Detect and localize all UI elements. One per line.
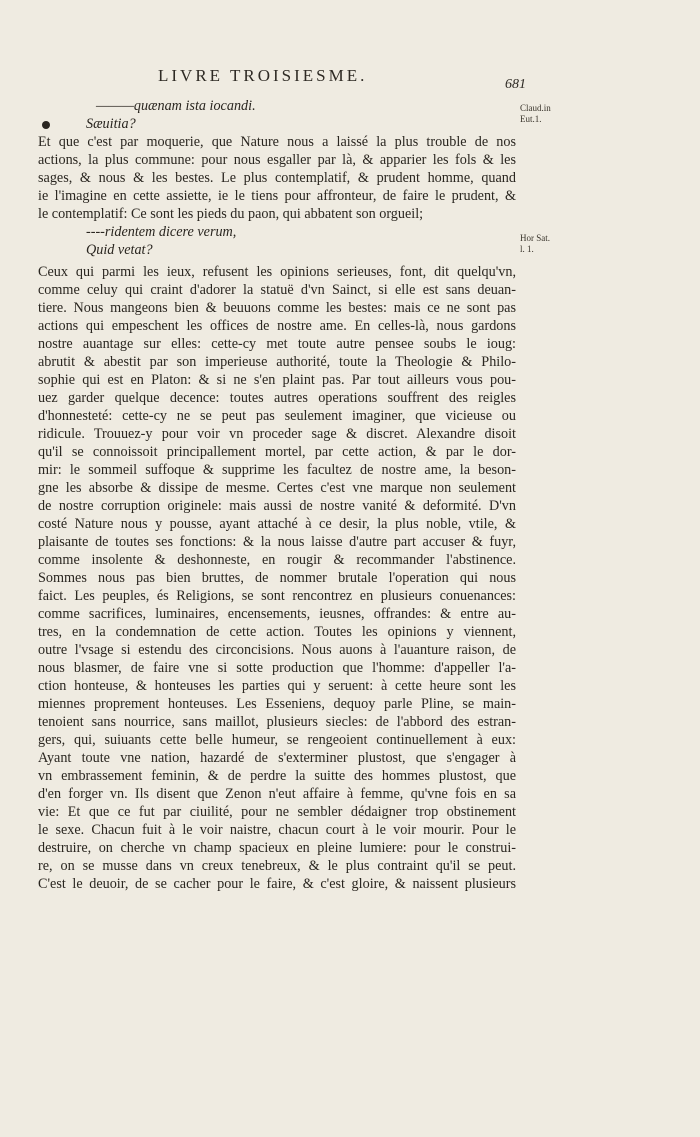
text-line: C'est le deuoir, de se cacher pour le faire, & c'est gloire, & naissent plusieurs: [38, 876, 516, 892]
text-line: plaisante de toutes ses fonctions: & la nous laisse d'autre part accuser & fuyr,: [38, 534, 516, 550]
text-line: uez garder quelque decence: toutes autres operations souffrent des reigles: [38, 390, 516, 406]
text-line: vn embrassement feminin, & de perdre la suitte des hommes plustost, que: [38, 768, 516, 784]
text-line: comme sacrifices, luminaires, encensements, ieusnes, offrandes: & entre au-: [38, 606, 516, 622]
text-line: mir: le sommeil suffoque & supprime les facultez de nostre ame, la beson-: [38, 462, 516, 478]
text-line: qu'il se connoissoit principallement mortel, par cette action, & par le dor-: [38, 444, 516, 460]
verse-line: ----ridentem dicere verum,: [86, 224, 237, 240]
text-line: tiere. Nous mangeons bien & beuuons comme les bestes: mais ce ne sont pas: [38, 300, 516, 316]
verse-line: ———quænam ista iocandi.: [96, 98, 256, 114]
text-line: comme insolente & deshonneste, en rougir & recommander l'abstinence.: [38, 552, 516, 568]
verse-line: Quid vetat?: [86, 242, 153, 258]
text-line: sages, & nous & les bestes. Le plus contemplatif, & prudent homme, quand: [38, 170, 516, 186]
text-line: ie l'imagine en cette assiette, ie le tiens pour affronteur, de faire le prudent, &: [38, 188, 516, 204]
text-line: tenoient sans nourrice, sans maillot, plusieurs siecles: de l'abbord des estran-: [38, 714, 516, 730]
text-line: re, on se musse dans vn creux tenebreux, & le plus contraint qu'il se peut.: [38, 858, 516, 874]
text-line: gers, qui, suiuants cette belle humeur, se rengeoient continuellement à eux:: [38, 732, 516, 748]
text-line: destruire, on cherche vn champ spacieux en pleine lumiere: pour le construi-: [38, 840, 516, 856]
text-line: Ayant toute vne nation, hazardé de s'exterminer plustost, que s'engager à: [38, 750, 516, 766]
margin-note-horace: [520, 233, 550, 255]
text-line: comme celuy qui craint d'adorer la statuë d'vn Sainct, si elle est sans deuan-: [38, 282, 516, 298]
text-line: d'honnesteté: cette-cy ne se peut pas seulement imaginer, que vicieuse ou: [38, 408, 516, 424]
text-line: sophie qui est en Platon: & si ne s'en plaint pas. Par tout ailleurs vous pou-: [38, 372, 516, 388]
text-line: vie: Et que ce fut par ciuilité, pour ne sembler dédaigner trop obstinement: [38, 804, 516, 820]
running-title: LIVRE TROISIESME.: [158, 66, 368, 85]
verse-line: [38, 115, 516, 133]
verse-text: Sæuitia?: [86, 116, 136, 132]
text-line: ridicule. Trouuez-y pour voir vn proceder sage & discret. Alexandre disoit: [38, 426, 516, 442]
text-line-last: le contemplatif: Ce sont les pieds du paon, qui abbatent son orgueil;: [38, 206, 424, 222]
text-line: Ceux qui parmi les ieux, refusent les opinions serieuses, font, dit quelqu'vn,: [38, 264, 516, 280]
text-line: nostre auantage sur elles: cette-cy met toute autre pensee soubs le ioug:: [38, 336, 516, 352]
text-block-main: [38, 263, 516, 893]
text-line: miennes proprement honteuses. Les Esseniens, dequoy parle Pline, se main-: [38, 696, 516, 712]
page-number: 681: [505, 77, 526, 92]
text-line: actions, la plus commune: pour nous esgaller par là, & apparier les fols & les: [38, 152, 516, 168]
text-block-top: [38, 97, 516, 259]
margin-note-line: Claud.in: [520, 103, 551, 113]
text-line: le sexe. Chacun fuit à le voir naistre, chacun court à le voir mourir. Pour le: [38, 822, 516, 838]
bullet-mark: [42, 121, 50, 129]
margin-note-line: Hor Sat.: [520, 233, 550, 243]
text-line: nous blasmer, de faire vne si sotte production que l'homme: d'appeller l'a-: [38, 660, 516, 676]
text-line: de nostre corruption originele: mais aussi de nostre vanité & deformité. D'vn: [38, 498, 516, 514]
text-line: costé Nature nous y pousse, ayant attaché à ce desir, la plus noble, vtile, &: [38, 516, 516, 532]
margin-note-claudian: [520, 103, 551, 125]
text-line: ction honteuse, & honteuses les parties qui y seruent: à cette heure sont les: [38, 678, 516, 694]
text-line: Et que c'est par moquerie, que Nature nous a laissé la plus trouble de nos: [38, 134, 516, 150]
text-line: abrutit & abestit par son imperieuse authorité, toute la Theologie & Philo-: [38, 354, 516, 370]
text-line: actions qui empeschent les offices de nostre ame. En celles-là, nous gardons: [38, 318, 516, 334]
text-line: gne les absorbe & dissipe de mesme. Certes c'est vne marque non seulement: [38, 480, 516, 496]
text-line: outre l'vsage si estendu des circoncisions. Nous auons à l'auanture raison, de: [38, 642, 516, 658]
text-line: Sommes nous pas bien bruttes, de nommer brutale l'operation qui nous: [38, 570, 516, 586]
text-line: faict. Les peuples, és Religions, se sont rencontrez en plusieurs conuenances:: [38, 588, 516, 604]
text-line: tres, en la condemnation de cette action. Toutes les opinions y viennent,: [38, 624, 516, 640]
margin-note-line: Eut.1.: [520, 114, 542, 124]
margin-note-line: l. 1.: [520, 244, 534, 254]
text-line: d'en forger vn. Ils disent que Zenon n'eut affaire à femme, qu'vne fois en sa: [38, 786, 516, 802]
